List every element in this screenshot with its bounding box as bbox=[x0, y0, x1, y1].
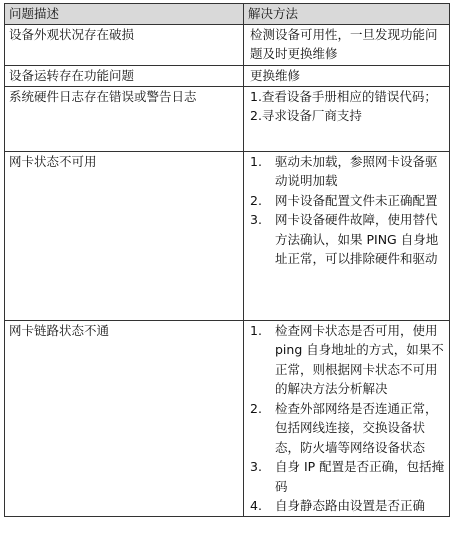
list-item bbox=[250, 152, 445, 191]
table-header-row bbox=[5, 4, 450, 25]
table-row bbox=[5, 65, 450, 86]
list-item bbox=[250, 399, 445, 458]
table-row bbox=[5, 320, 450, 516]
solution-cell bbox=[244, 320, 450, 516]
solution-step: 1.查看设备手册相应的错误代码； bbox=[250, 88, 437, 104]
problem-cell: 系统硬件日志存在错误或警告日志 bbox=[5, 86, 244, 151]
list-item bbox=[250, 321, 445, 399]
solution-cell bbox=[244, 86, 450, 151]
list-text: 网卡设备硬件故障，使用替代方法确认，如果 PING 自身地址正常，可以排除硬件和驱动 bbox=[275, 212, 439, 266]
list-number: 4. bbox=[250, 498, 262, 513]
list-text: 驱动未加载，参照网卡设备驱动说明加载 bbox=[275, 153, 438, 188]
list-item bbox=[250, 496, 445, 516]
header-problem: 问题描述 bbox=[5, 4, 244, 25]
list-number: 3. bbox=[250, 459, 262, 474]
problem-cell: 设备外观状况存在破损 bbox=[5, 24, 244, 65]
list-number: 2. bbox=[250, 192, 262, 208]
problem-cell: 网卡状态不可用 bbox=[5, 151, 244, 320]
list-number: 1. bbox=[250, 153, 262, 169]
solution-cell bbox=[244, 151, 450, 320]
solution-cell: 检测设备可用性，一旦发现功能问题及时更换维修 bbox=[244, 24, 450, 65]
list-number: 3. bbox=[250, 212, 262, 227]
problem-cell: 设备运转存在功能问题 bbox=[5, 65, 244, 86]
list-item bbox=[250, 210, 445, 269]
solution-list bbox=[250, 321, 445, 516]
table-row bbox=[5, 24, 450, 65]
troubleshooting-table bbox=[4, 3, 450, 517]
solution-step: 2.寻求设备厂商支持 bbox=[250, 108, 362, 123]
list-number: 1. bbox=[250, 322, 262, 338]
solution-cell: 更换维修 bbox=[244, 65, 450, 86]
header-solution: 解决方法 bbox=[244, 4, 450, 25]
list-item bbox=[250, 457, 445, 496]
list-text: 检查网卡状态是否可用，使用 ping 自身地址的方式，如果不正常，则根据网卡状态不可用的解决方法分析解决 bbox=[275, 322, 444, 396]
table-row bbox=[5, 151, 450, 320]
table-row bbox=[5, 86, 450, 151]
list-text: 检查外部网络是否连通正常，包括网线连接，交换设备状态，防火墙等网络设备状态 bbox=[275, 400, 438, 455]
list-text: 网卡设备配置文件未正确配置 bbox=[275, 192, 438, 208]
solution-list bbox=[250, 152, 445, 269]
list-number: 2. bbox=[250, 400, 262, 416]
list-text: 自身静态路由设置是否正确 bbox=[275, 498, 426, 513]
problem-cell: 网卡链路状态不通 bbox=[5, 320, 244, 516]
list-item bbox=[250, 191, 445, 211]
list-text: 自身 IP 配置是否正确，包括掩码 bbox=[275, 459, 445, 494]
